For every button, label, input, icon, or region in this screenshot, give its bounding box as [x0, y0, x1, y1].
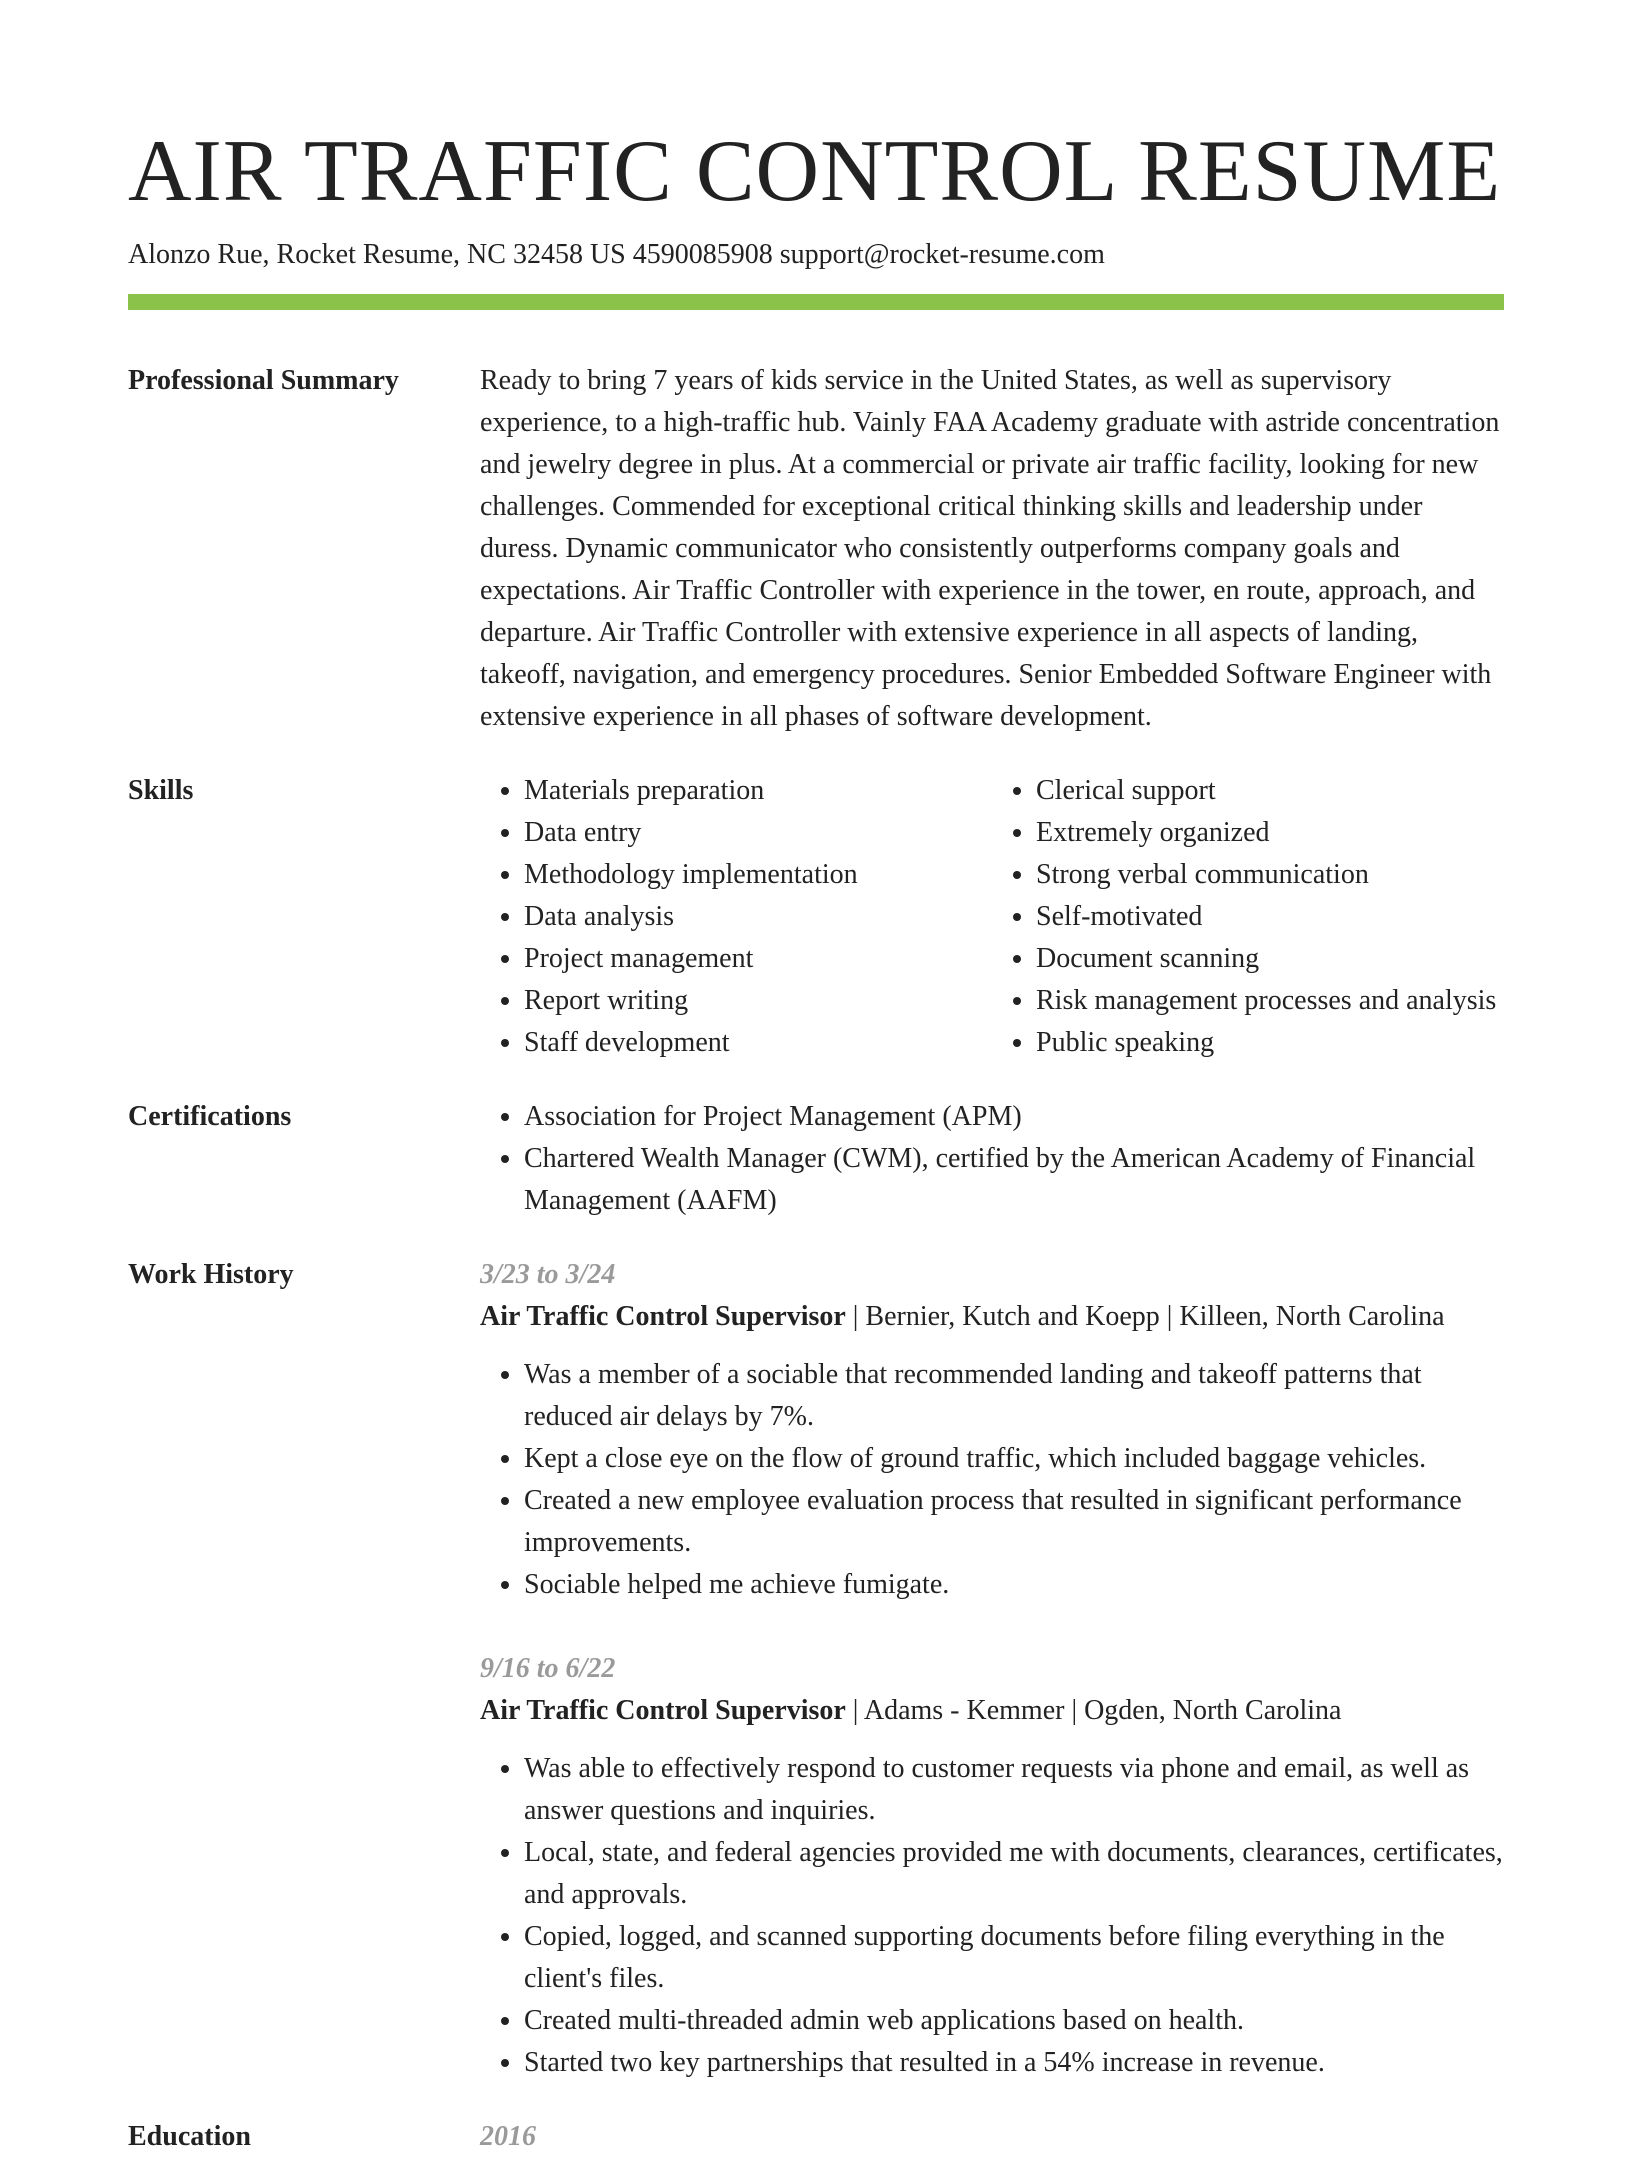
job-bullets [480, 1354, 1504, 1606]
skill-item: • Risk management processes and analysis [1036, 980, 1504, 1022]
certifications-body [480, 1096, 1504, 1222]
contact-line: Alonzo Rue, Rocket Resume, NC 32458 US 4590085908 support@rocket-resume.com [128, 239, 1105, 270]
job-bullet: • Was a member of a sociable that recommended landing and takeoff patterns that reduced air delays by 7%. [524, 1354, 1504, 1438]
job-bullet: • Kept a close eye on the flow of ground traffic, which included baggage vehicles. [524, 1438, 1504, 1480]
skills-list-right [992, 770, 1504, 1064]
job-bullet: • Sociable helped me achieve fumigate. [524, 1564, 1504, 1606]
skill-item: • Staff development [524, 1022, 992, 1064]
job-bullet: • Local, state, and federal agencies provided me with documents, clearances, certificates, and approvals. [524, 1832, 1504, 1916]
job-title-line [480, 1296, 1504, 1338]
certification-item: • Chartered Wealth Manager (CWM), certified by the American Academy of Financial Management (AAFM) [524, 1138, 1504, 1222]
job-details: | Bernier, Kutch and Koepp | Killeen, North Carolina [845, 1301, 1445, 1332]
job-dates: 3/23 to 3/24 [480, 1259, 616, 1290]
skills-section [128, 770, 1504, 1064]
job-bullet: • Copied, logged, and scanned supporting documents before filing everything in the client's files. [524, 1916, 1504, 2000]
skill-item: • Data analysis [524, 896, 992, 938]
work-history-body [480, 1254, 1504, 2084]
job-bullet: • Started two key partnerships that resulted in a 54% increase in revenue. [524, 2042, 1504, 2084]
section-label-skills: Skills [128, 775, 194, 806]
skill-item: • Project management [524, 938, 992, 980]
certifications-section [128, 1096, 1504, 1222]
professional-summary-section [128, 360, 1504, 738]
job-entry [480, 1254, 1504, 1606]
skill-item: • Strong verbal communication [1036, 854, 1504, 896]
job-bullet: • Created a new employee evaluation process that resulted in significant performance improvements. [524, 1480, 1504, 1564]
skill-item: • Report writing [524, 980, 992, 1022]
education-date: 2016 [480, 2121, 536, 2152]
section-label-education: Education [128, 2121, 251, 2152]
section-label-work-history: Work History [128, 1259, 294, 1290]
accent-divider [128, 294, 1504, 310]
skills-column-right [992, 770, 1504, 1064]
skill-item: • Document scanning [1036, 938, 1504, 980]
section-label-certifications: Certifications [128, 1101, 292, 1132]
certification-item: • Association for Project Management (APM) [524, 1096, 1504, 1138]
job-dates: 9/16 to 6/22 [480, 1653, 616, 1684]
job-title: Air Traffic Control Supervisor [480, 1301, 846, 1332]
job-bullet: • Created multi-threaded admin web applications based on health. [524, 2000, 1504, 2042]
skill-item: • Self-motivated [1036, 896, 1504, 938]
skill-item: • Methodology implementation [524, 854, 992, 896]
skills-list-left [480, 770, 992, 1064]
skill-item: • Data entry [524, 812, 992, 854]
skill-item: • Materials preparation [524, 770, 992, 812]
section-label-summary: Professional Summary [128, 365, 399, 396]
skill-item: • Clerical support [1036, 770, 1504, 812]
job-bullets [480, 1748, 1504, 2084]
resume-page [128, 0, 1504, 2158]
work-history-section [128, 1254, 1504, 2084]
resume-title: AIR TRAFFIC CONTROL RESUME [128, 123, 1502, 220]
summary-body [480, 360, 1504, 738]
job-title-line [480, 1690, 1504, 1732]
skills-column-left [480, 770, 992, 1064]
skill-item: • Public speaking [1036, 1022, 1504, 1064]
job-bullet: • Was able to effectively respond to customer requests via phone and email, as well as answer questions and inquiries. [524, 1748, 1504, 1832]
job-entry [480, 1648, 1504, 2084]
education-body [480, 2116, 1504, 2158]
job-details: | Adams - Kemmer | Ogden, North Carolina [845, 1695, 1342, 1726]
certifications-list [480, 1096, 1504, 1222]
skills-grid [480, 770, 1504, 1064]
job-title: Air Traffic Control Supervisor [480, 1695, 846, 1726]
skill-item: • Extremely organized [1036, 812, 1504, 854]
education-section [128, 2116, 1504, 2158]
summary-text: Ready to bring 7 years of kids service in the United States, as well as supervisory experience, to a high-traffic hub. Vainly FAA Academy graduate with astride concentration and jewelry degree in plus. At a commercial or private air traffic facility, looking for new challenges. Commended for exceptional critical thinking skills and leadership under duress. Dynamic communicator who consistently outperforms company goals and expectations. Air Traffic Controller with experience in the tower, en route, approach, and departure. Air Traffic Controller with extensive experience in all aspects of landing, takeoff, navigation, and emergency procedures. Senior Embedded Software Engineer with extensive experience in all phases of software development. [480, 365, 1500, 732]
